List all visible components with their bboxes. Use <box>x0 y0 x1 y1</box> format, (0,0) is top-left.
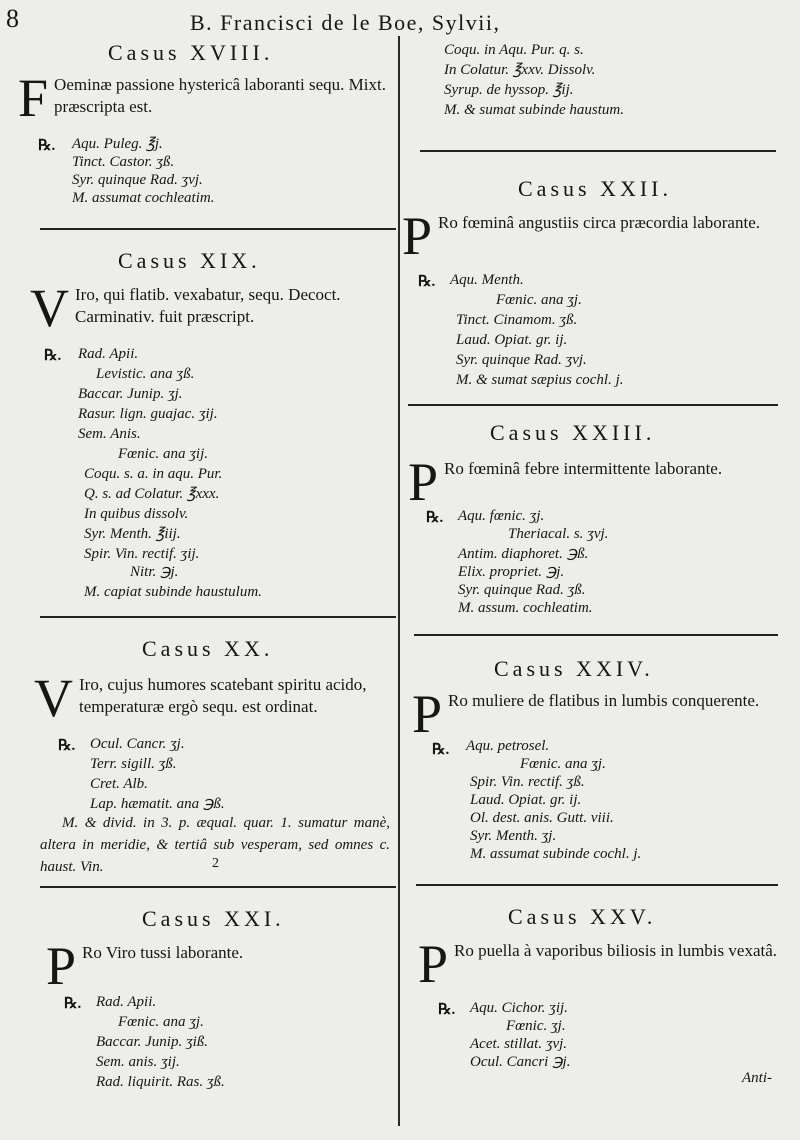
recipe-line: M. assumat cochleatim. <box>72 190 215 206</box>
intro-text: Iro, qui flatib. vexabatur, sequ. Decoct. Carminativ. fuit præscript. <box>75 285 341 326</box>
recipe-line: Ocul. Cancr. ʒj. <box>90 736 185 752</box>
recipe-line: Aqu. fœnic. ʒj. <box>458 508 545 524</box>
case-18-title: Casus XVIII. <box>108 40 274 65</box>
section-rule <box>420 150 776 152</box>
recipe-line: Ol. dest. anis. Gutt. viii. <box>470 810 614 826</box>
drop-capital: V <box>30 278 69 338</box>
recipe-line: Laud. Opiat. gr. ij. <box>470 792 582 808</box>
catchword: Anti- <box>742 1070 772 1086</box>
recipe-line: Aqu. petrosel. <box>466 738 550 754</box>
recipe-line: Tinct. Castor. ʒß. <box>72 154 175 170</box>
page-number: 8 <box>6 4 19 33</box>
intro-text: Ro fœminâ angustiis circa præcordia laborante. <box>438 213 761 232</box>
recipe-line: Rasur. lign. guajac. ʒij. <box>78 406 218 422</box>
drop-capital: P <box>412 684 443 744</box>
case-20-intro <box>34 668 394 728</box>
case-20-title: Casus XX. <box>142 636 274 661</box>
recipe-line: Theriacal. s. ʒvj. <box>508 526 609 542</box>
recipe-line: Baccar. Junip. ʒj. <box>78 386 183 402</box>
recipe-line: Aqu. Menth. <box>450 272 524 288</box>
recipe-line: Syr. quinque Rad. ʒvj. <box>456 352 587 368</box>
recipe-line: In Colatur. ℥xxv. Dissolv. <box>444 62 596 78</box>
recipe-line: Nitr. ℈j. <box>130 564 179 580</box>
recipe-line: Syrup. de hyssop. ℥ij. <box>444 82 574 98</box>
recipe-line: Laud. Opiat. gr. ij. <box>456 332 568 348</box>
recipe-line: Lap. hæmatit. ana ℈ß. <box>90 796 225 812</box>
recipe-line: Cret. Alb. <box>90 776 148 792</box>
case-22-intro <box>402 206 774 266</box>
case-19-intro <box>30 278 390 338</box>
recipe-line: In quibus dissolv. <box>84 506 189 522</box>
recipe-line: Fœnic. ʒj. <box>506 1018 566 1034</box>
recipe-line: Fœnic. ana ʒj. <box>118 1014 204 1030</box>
recipe-line: Elix. propriet. ℈j. <box>458 564 565 580</box>
case-25-intro <box>418 934 782 994</box>
recipe-symbol: ℞. <box>426 510 444 526</box>
recipe-line: Syr. Menth. ℥iij. <box>84 526 181 542</box>
running-head: B. Francisci de le Boe, Sylvii, <box>190 10 501 35</box>
recipe-line: M. capiat subinde haustulum. <box>84 584 262 600</box>
recipe-line: M. assum. cochleatim. <box>458 600 593 616</box>
case-23-intro <box>408 452 778 512</box>
drop-capital: F <box>18 68 49 128</box>
recipe-symbol: ℞. <box>438 1002 456 1018</box>
recipe-line: Baccar. Junip. ʒiß. <box>96 1034 209 1050</box>
section-rule <box>414 634 778 636</box>
recipe-line: Rad. Apii. <box>96 994 157 1010</box>
recipe-line: Levistic. ana ʒß. <box>96 366 195 382</box>
recipe-line: Rad. liquirit. Ras. ʒß. <box>96 1074 225 1090</box>
intro-text: Ro puella à vaporibus biliosis in lumbis vexatâ. <box>454 941 778 960</box>
intro-text: Oeminæ passione hystericâ laboranti sequ. Mixt. præscripta est. <box>54 75 386 116</box>
dosage-paragraph: M. & divid. in 3. p. æqual. quar. 1. sumatur manè, altera in meridie, & tertiâ sub vesperam, sed omnes c. haust. Vin. <box>40 815 390 875</box>
recipe-symbol: ℞. <box>38 138 56 154</box>
recipe-line: Sem. Anis. <box>78 426 141 442</box>
recipe-symbol: ℞. <box>432 742 450 758</box>
intro-text: Iro, cujus humores scatebant spiritu acido, temperaturæ ergò sequ. est ordinat. <box>79 675 367 716</box>
recipe-line: Terr. sigill. ʒß. <box>90 756 177 772</box>
recipe-symbol: ℞. <box>418 274 436 290</box>
case-22-title: Casus XXII. <box>518 176 672 201</box>
recipe-line: Tinct. Cinamom. ʒß. <box>456 312 578 328</box>
recipe-symbol: ℞. <box>58 738 76 754</box>
drop-capital: P <box>408 452 439 512</box>
recipe-line: Fœnic. ana ʒij. <box>118 446 208 462</box>
recipe-line: Aqu. Puleg. ℥j. <box>72 136 163 152</box>
section-rule <box>416 884 778 886</box>
drop-capital: P <box>418 934 449 994</box>
recipe-line: Acet. stillat. ʒvj. <box>470 1036 568 1052</box>
recipe-line: Aqu. Cichor. ʒij. <box>470 1000 568 1016</box>
drop-capital: P <box>402 206 433 266</box>
drop-capital: P <box>46 936 77 996</box>
drop-capital: V <box>34 668 73 728</box>
case-21-intro <box>46 936 386 996</box>
section-rule <box>408 404 778 406</box>
recipe-line: Spir. Vin. rectif. ʒij. <box>84 546 200 562</box>
recipe-line: M. assumat subinde cochl. j. <box>470 846 642 862</box>
section-rule <box>40 228 396 230</box>
case-18-intro <box>18 68 388 128</box>
recipe-line: Rad. Apii. <box>78 346 139 362</box>
column-rule <box>398 36 400 1126</box>
case-24-intro <box>412 684 784 744</box>
recipe-line: Syr. quinque Rad. ʒß. <box>458 582 586 598</box>
recipe-line: Antim. diaphoret. ℈ß. <box>458 546 589 562</box>
recipe-line: Coqu. s. a. in aqu. Pur. <box>84 466 223 482</box>
signature-mark: 2 <box>212 856 219 871</box>
case-24-title: Casus XXIV. <box>494 656 654 681</box>
recipe-line: Syr. quinque Rad. ʒvj. <box>72 172 203 188</box>
recipe-line: Fœnic. ana ʒj. <box>496 292 582 308</box>
recipe-symbol: ℞. <box>44 348 62 364</box>
intro-text: Ro muliere de flatibus in lumbis conquerente. <box>448 691 760 710</box>
recipe-line: Fœnic. ana ʒj. <box>520 756 606 772</box>
recipe-line: Q. s. ad Colatur. ℥xxx. <box>84 486 220 502</box>
recipe-line: Syr. Menth. ʒj. <box>470 828 557 844</box>
intro-text: Ro fœminâ febre intermittente laborante. <box>444 459 723 478</box>
case-21-title: Casus XXI. <box>142 906 285 931</box>
recipe-line: Ocul. Cancri ℈j. <box>470 1054 571 1070</box>
recipe-line: Coqu. in Aqu. Pur. q. s. <box>444 42 584 58</box>
section-rule <box>40 616 396 618</box>
recipe-line: M. & sumat sæpius cochl. j. <box>456 372 624 388</box>
recipe-line: Spir. Vin. rectif. ʒß. <box>470 774 585 790</box>
section-rule <box>40 886 396 888</box>
case-23-title: Casus XXIII. <box>490 420 656 445</box>
recipe-line: M. & sumat subinde haustum. <box>444 102 624 118</box>
recipe-line: Sem. anis. ʒij. <box>96 1054 180 1070</box>
case-25-title: Casus XXV. <box>508 904 657 929</box>
case-19-title: Casus XIX. <box>118 248 261 273</box>
recipe-symbol: ℞. <box>64 996 82 1012</box>
intro-text: Ro Viro tussi laborante. <box>82 943 244 962</box>
